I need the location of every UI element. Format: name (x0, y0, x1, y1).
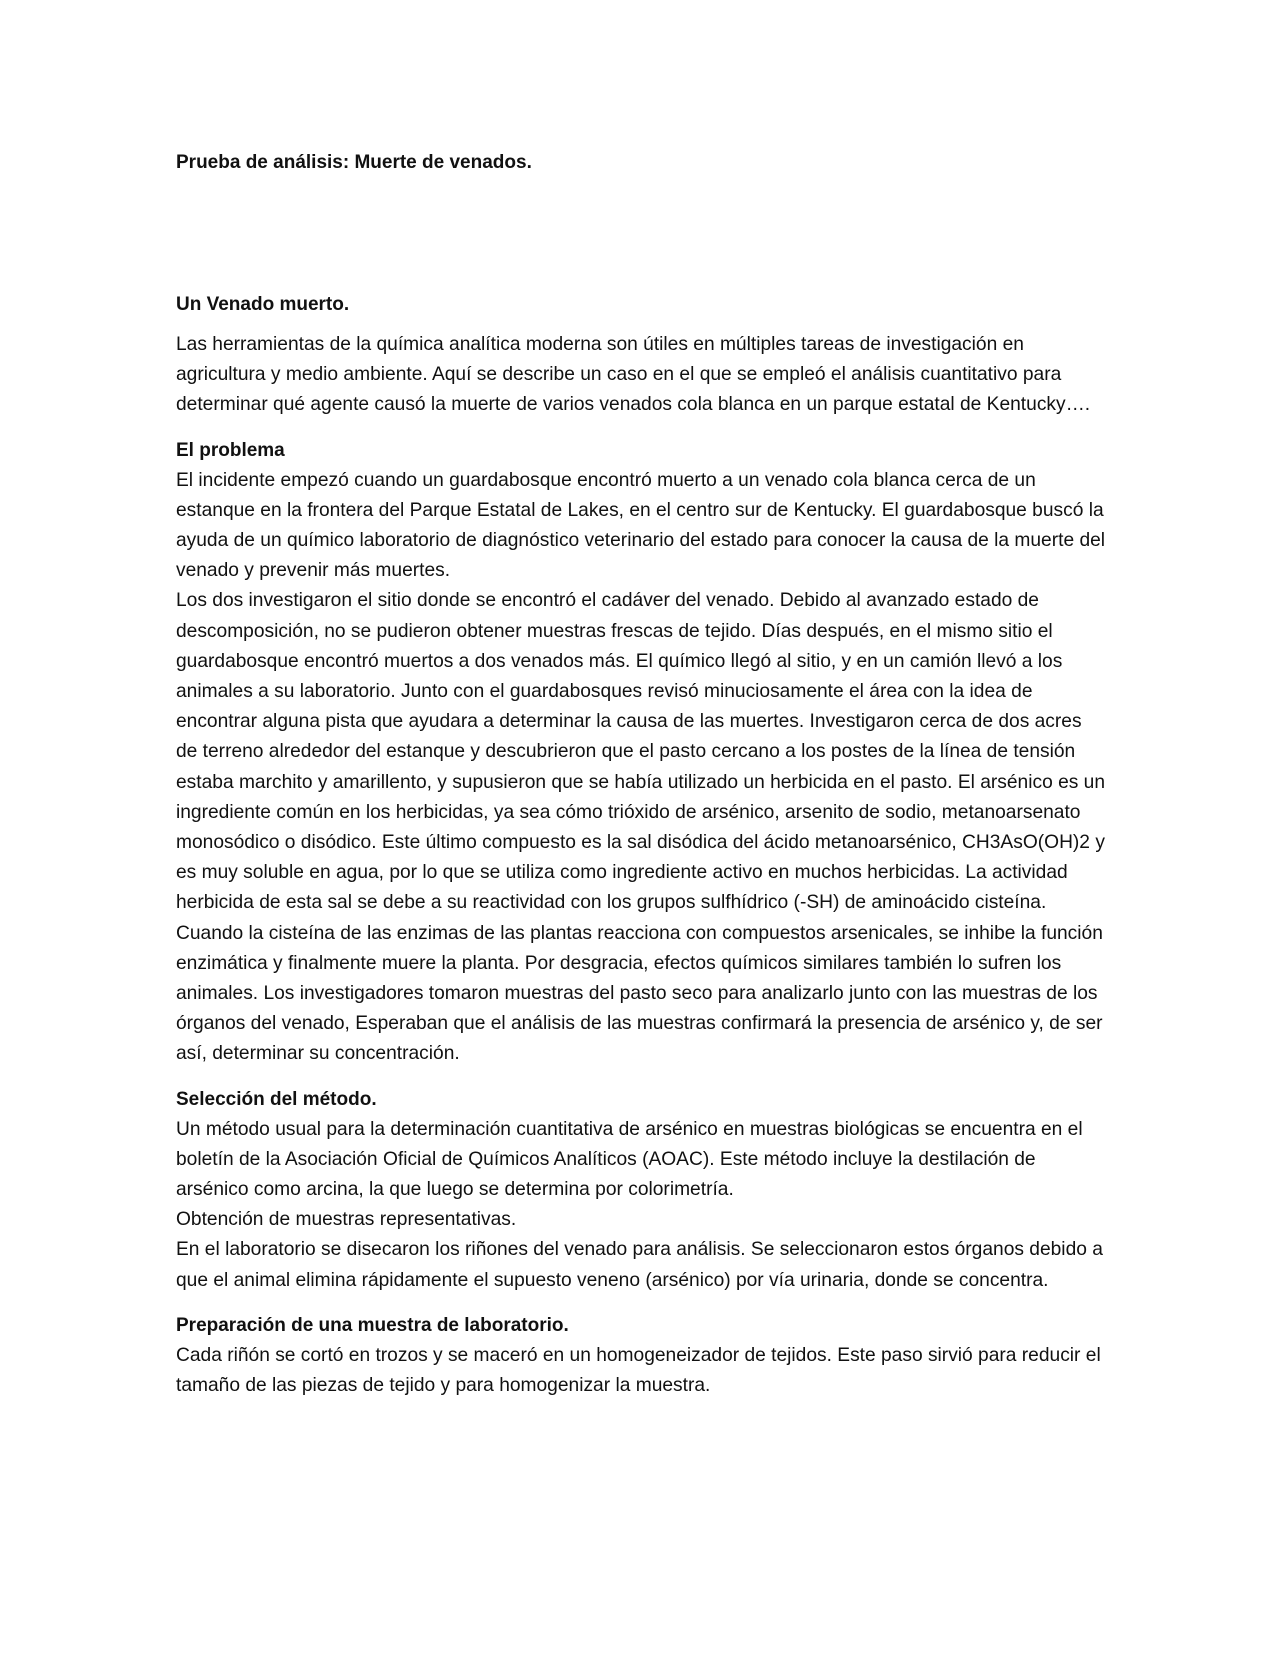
spacer (176, 320, 1106, 330)
paragraph-problema-1: El incidente empezó cuando un guardabosque encontró muerto a un venado cola blanca cerca de un estanque en la frontera del Parque Estatal de Lakes, en el centro sur de Kentucky. El guardabosque buscó la ayuda de un químico laboratorio de diagnóstico veterinario del estado para conocer la causa de la muerte del venado y prevenir más muertes. (176, 469, 1106, 582)
section-heading-el-problema: El problema (176, 439, 285, 461)
paragraph-muestras-representativas: Obtención de muestras representativas. (176, 1209, 517, 1231)
section-heading-preparacion-muestra: Preparación de una muestra de laboratorio. (176, 1314, 569, 1336)
section-heading-seleccion-metodo: Selección del método. (176, 1088, 377, 1110)
spacer (176, 421, 1106, 436)
section-heading-venado-muerto: Un Venado muerto. (176, 294, 350, 315)
spacer (176, 1296, 1106, 1311)
paragraph-metodo-2: En el laboratorio se disecaron los riñones del venado para análisis. Se seleccionaron estos órganos debido a que el animal elimina rápidamente el supuesto veneno (arsénico) por vía urinaria, donde se concentra. (176, 1239, 1103, 1291)
paragraph-preparacion: Cada riñón se cortó en trozos y se maceró en un homogeneizador de tejidos. Este paso sirvió para reducir el tamaño de las piezas de tejido y para homogenizar la muestra. (176, 1344, 1101, 1397)
spacer (176, 178, 1106, 290)
paragraph-metodo-1: Un método usual para la determinación cuantitativa de arsénico en muestras biológicas se encuentra en el boletín de la Asociación Oficial de Químicos Analíticos (AOAC). Este método incluye la destilación de arsénico como arcina, la que luego se determina por colorimetría. (176, 1118, 1083, 1201)
spacer (176, 1070, 1106, 1085)
document-title: Prueba de análisis: Muerte de venados. (176, 152, 532, 173)
paragraph-problema-2: Los dos investigaron el sitio donde se encontró el cadáver del venado. Debido al avanzado estado de descomposición, no se pudieron obtener muestras frescas de tejido. Días después, en el mismo sitio el guardabosque encontró muertos a dos venados más. El químico llegó al sitio, y en un camión llevó a los animales a su laboratorio. Junto con el guardabosques revisó minuciosamente el área con la idea de encontrar alguna pista que ayudara a determinar la causa de las muertes. Investigaron cerca de dos acres de terreno alrededor del estanque y descubrieron que el pasto cercano a los postes de la línea de tensión estaba marchito y amarillento, y supusieron que se había utilizado un herbicida en el pasto. El arsénico es un ingrediente común en los herbicidas, ya sea cómo trióxido de arsénico, arsenito de sodio, metanoarsenato monosódico o disódico. Este último compuesto es la sal disódica del ácido metanoarsénico, CH3AsO(OH)2 y es muy soluble en agua, por lo que se utiliza como ingrediente activo en muchos herbicidas. La actividad herbicida de esta sal se debe a su reactividad con los grupos sulfhídrico (-SH) de aminoácido cisteína. Cuando la cisteína de las enzimas de las plantas reacciona con compuestos arsenicales, se inhibe la función enzimática y finalmente muere la planta. Por desgracia, efectos químicos similares también lo sufren los animales. Los investigadores tomaron muestras del pasto seco para analizarlo junto con las muestras de los órganos del venado, Esperaban que el análisis de las muestras confirmará la presencia de arsénico y, de ser así, determinar su concentración. (176, 590, 1106, 1065)
document-content (176, 148, 1106, 1401)
paragraph-intro: Las herramientas de la química analítica moderna son útiles en múltiples tareas de investigación en agricultura y medio ambiente. Aquí se describe un caso en el que se empleó el análisis cuantitativo para determinar qué agente causó la muerte de varios venados cola blanca en un parque estatal de Kentucky…. (176, 334, 1091, 416)
